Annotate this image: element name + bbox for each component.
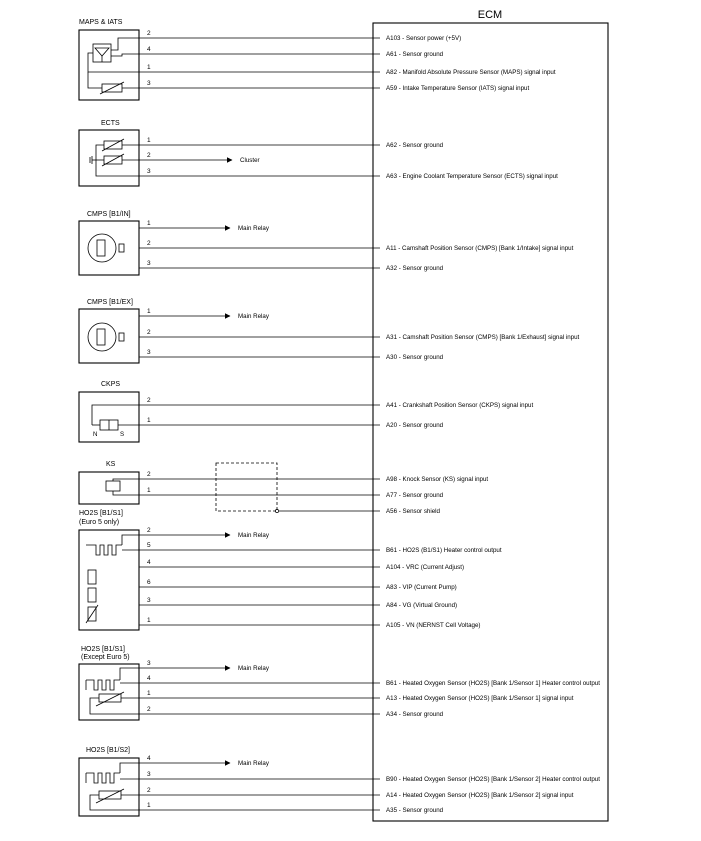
- sensor-ho2s-b1s2: [79, 747, 380, 816]
- pin-number: 4: [147, 559, 151, 566]
- ecm-terminal-label: A104 - VRC (Current Adjust): [386, 564, 465, 571]
- sensor-title: HO2S [B1/S1]: [79, 510, 123, 517]
- sensor-ckps: [79, 381, 380, 442]
- arrow-label: Cluster: [240, 157, 260, 164]
- pin-number: 2: [147, 397, 151, 404]
- pin-number: 2: [147, 527, 151, 534]
- sensor-ks: [79, 461, 380, 513]
- sensor-title: CMPS [B1/EX]: [87, 299, 133, 306]
- pin-number: 4: [147, 755, 151, 762]
- ecm-terminal-label: A62 - Sensor ground: [386, 142, 444, 149]
- sensor-cmps-b1-in: [79, 211, 380, 275]
- pin-number: 2: [147, 706, 151, 713]
- pin-number: 4: [147, 675, 151, 682]
- pin-number: 4: [147, 46, 151, 53]
- ecm-terminal-label: A63 - Engine Coolant Temperature Sensor (ECTS) signal input: [386, 173, 558, 180]
- sensor-title: MAPS & IATS: [79, 19, 123, 26]
- pin-number: 1: [147, 690, 151, 697]
- pin-number: 1: [147, 220, 151, 227]
- arrow-label: Main Relay: [238, 665, 269, 672]
- ecm-terminal-label: A61 - Sensor ground: [386, 51, 444, 58]
- ecm-terminal-label: A34 - Sensor ground: [386, 711, 444, 718]
- sensor-title: CKPS: [101, 381, 121, 388]
- pin-number: 2: [147, 240, 151, 247]
- arrow-label: Main Relay: [238, 760, 269, 767]
- pole-label: S: [120, 431, 125, 438]
- pin-number: 3: [147, 771, 151, 778]
- pin-number: 1: [147, 308, 151, 315]
- ecm-terminal-label: A35 - Sensor ground: [386, 807, 444, 814]
- sensor-ho2s-b1s1-except-euro5: [79, 646, 380, 720]
- pin-number: 2: [147, 152, 151, 159]
- ecm-terminal-label: B90 - Heated Oxygen Sensor (HO2S) [Bank 1/Sensor 2] Heater control output: [386, 776, 600, 783]
- ecm-terminal-label: B61 - Heated Oxygen Sensor (HO2S) [Bank 1/Sensor 1] Heater control output: [386, 680, 600, 687]
- arrow-label: Main Relay: [238, 225, 269, 232]
- pin-number: 2: [147, 30, 151, 37]
- arrow-label: Main Relay: [238, 313, 269, 320]
- pin-number: 3: [147, 349, 151, 356]
- pole-label: N: [93, 431, 98, 438]
- ecm-terminal-label: A31 - Camshaft Position Sensor (CMPS) [Bank 1/Exhaust] signal input: [386, 334, 580, 341]
- ecm-terminal-label: A13 - Heated Oxygen Sensor (HO2S) [Bank 1/Sensor 1] signal input: [386, 695, 574, 702]
- ecm-terminal-label: A83 - VIP (Current Pump): [386, 584, 457, 591]
- ecm-terminal-label: A56 - Sensor shield: [386, 508, 440, 515]
- ecm-title: ECM: [477, 9, 503, 21]
- pin-number: 2: [147, 329, 151, 336]
- pin-number: 1: [147, 64, 151, 71]
- ecm-terminal-label: A59 - Intake Temperature Sensor (IATS) signal input: [386, 85, 530, 92]
- ecm-terminal-label: A14 - Heated Oxygen Sensor (HO2S) [Bank 1/Sensor 2] signal input: [386, 792, 574, 799]
- sensor-subtitle: (Euro 5 only): [79, 519, 120, 526]
- ecm-terminal-label: A98 - Knock Sensor (KS) signal input: [386, 476, 489, 483]
- pin-number: 3: [147, 660, 151, 667]
- ecm-terminal-label: A103 - Sensor power (+5V): [386, 35, 462, 42]
- pin-number: 3: [147, 597, 151, 604]
- ecm-terminal-label: A41 - Crankshaft Position Sensor (CKPS) signal input: [386, 402, 534, 409]
- sensor-subtitle: (Except Euro 5): [81, 654, 130, 661]
- ecm-terminal-label: A82 - Manifold Absolute Pressure Sensor (MAPS) signal input: [386, 69, 556, 76]
- sensor-title: ECTS: [101, 120, 120, 127]
- pin-number: 1: [147, 617, 151, 624]
- pin-number: 3: [147, 80, 151, 87]
- sensor-title: CMPS [B1/IN]: [87, 211, 131, 218]
- pin-number: 5: [147, 542, 151, 549]
- shield-box: [216, 463, 277, 511]
- ecm-terminal-label: A20 - Sensor ground: [386, 422, 444, 429]
- sensor-title: HO2S [B1/S1]: [81, 646, 125, 653]
- pin-number: 3: [147, 260, 151, 267]
- sensor-ects: [79, 120, 380, 186]
- sensor-cmps-b1-ex: [79, 299, 380, 363]
- arrow-label: Main Relay: [238, 532, 269, 539]
- sensor-ho2s-b1s1-euro5: [79, 510, 380, 630]
- pin-number: 1: [147, 417, 151, 424]
- ecm-terminal-label: B61 - HO2S (B1/S1) Heater control output: [386, 547, 502, 554]
- pin-number: 2: [147, 471, 151, 478]
- pin-number: 2: [147, 787, 151, 794]
- ecm-terminal-label: A105 - VN (NERNST Cell Voltage): [386, 622, 481, 629]
- ecm-terminal-label: A84 - VG (Virtual Ground): [386, 602, 458, 609]
- sensor-title: HO2S [B1/S2]: [86, 747, 130, 754]
- pin-number: 1: [147, 487, 151, 494]
- ecm-terminal-label: A11 - Camshaft Position Sensor (CMPS) [Bank 1/Intake] signal input: [386, 245, 574, 252]
- ecm-terminal-label: A32 - Sensor ground: [386, 265, 444, 272]
- sensor-maps-iats: [79, 19, 380, 100]
- pin-number: 6: [147, 579, 151, 586]
- pin-number: 1: [147, 802, 151, 809]
- ecm-terminal-label: A77 - Sensor ground: [386, 492, 444, 499]
- pin-number: 3: [147, 168, 151, 175]
- ecm-terminal-label: A30 - Sensor ground: [386, 354, 444, 361]
- sensor-title: KS: [106, 461, 116, 468]
- pin-number: 1: [147, 137, 151, 144]
